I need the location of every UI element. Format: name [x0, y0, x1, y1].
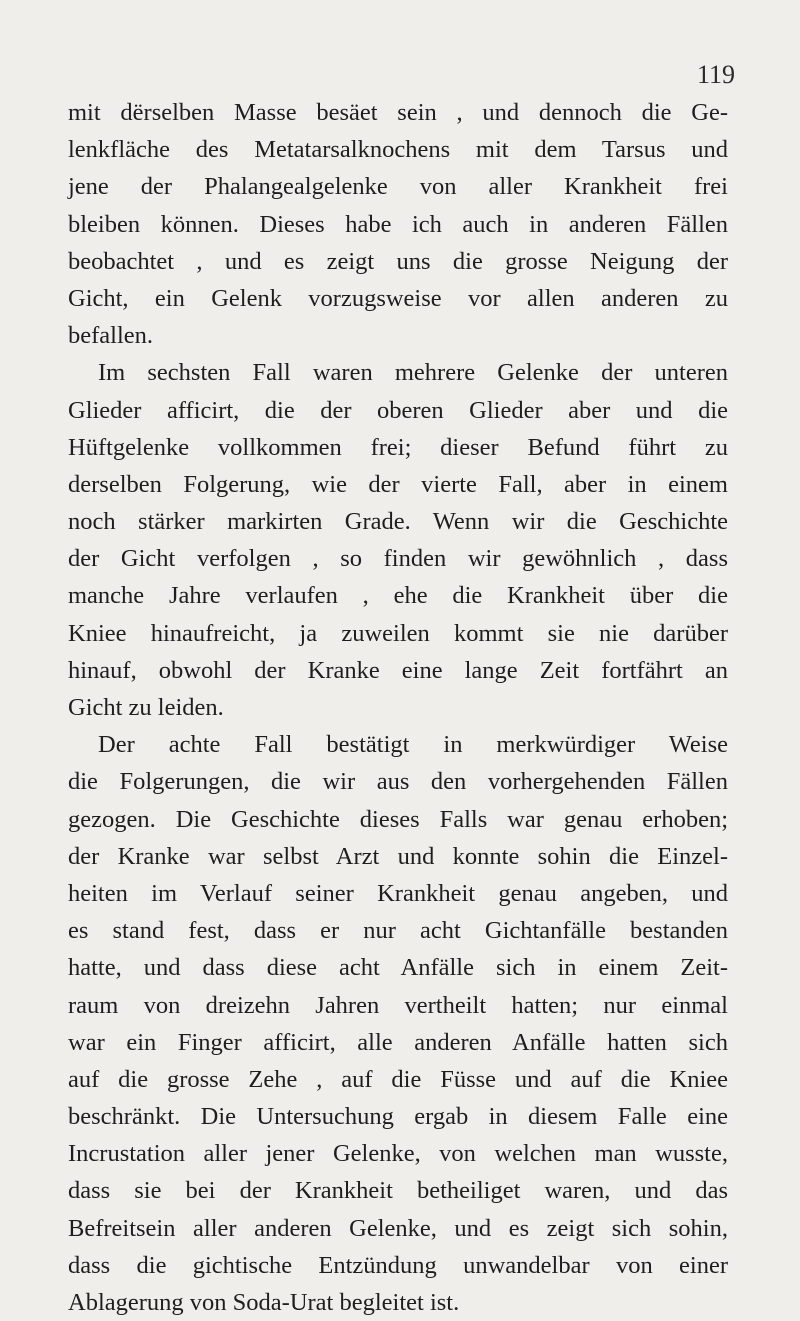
text-line: die Folgerungen, die wir aus den vorhergehenden Fällen: [68, 768, 728, 796]
text-line: bleiben können. Dieses habe ich auch in anderen Fällen: [68, 210, 728, 238]
text-line: mit dërselben Masse besäet sein , und dennoch die Ge-: [68, 99, 728, 126]
text-line: derselben Folgerung, wie der vierte Fall, aber in einem: [68, 470, 728, 498]
page-number: 119: [696, 60, 735, 89]
text-line: Hüftgelenke vollkommen frei; dieser Befund führt zu: [68, 433, 728, 461]
text-line: Incrustation aller jener Gelenke, von welchen man wusste,: [68, 1140, 728, 1168]
text-line: hinauf, obwohl der Kranke eine lange Zeit fortfährt an: [68, 656, 728, 684]
text-line: befallen.: [68, 322, 154, 350]
text-line: dass die gichtische Entzündung unwandelbar von einer: [68, 1251, 728, 1279]
text-line: hatte, und dass diese acht Anfälle sich in einem Zeit-: [68, 954, 728, 982]
text-line: dass sie bei der Krankheit betheiliget waren, und das: [68, 1177, 728, 1205]
body-text: [68, 94, 728, 1321]
text-line: lenkfläche des Metatarsalknochens mit dem Tarsus und: [68, 136, 728, 164]
text-line: Gicht zu leiden.: [68, 694, 224, 721]
text-line: Im sechsten Fall waren mehrere Gelenke der unteren: [98, 359, 728, 387]
text-line: raum von dreizehn Jahren vertheilt hatten; nur einmal: [68, 991, 728, 1019]
text-line: es stand fest, dass er nur acht Gichtanfälle bestanden: [68, 917, 728, 945]
text-line: gezogen. Die Geschichte dieses Falls war genau erhoben;: [68, 805, 728, 833]
text-line: beobachtet , und es zeigt uns die grosse Neigung der: [68, 247, 728, 275]
text-line: noch stärker markirten Grade. Wenn wir die Geschichte: [68, 508, 728, 536]
text-line: jene der Phalangealgelenke von aller Krankheit frei: [68, 173, 728, 201]
text-line: manche Jahre verlaufen , ehe die Krankheit über die: [68, 582, 728, 610]
text-line: Glieder afficirt, die der oberen Glieder aber und die: [68, 396, 728, 424]
text-line: Gicht, ein Gelenk vorzugsweise vor allen anderen zu: [68, 284, 728, 312]
text-line: war ein Finger afficirt, alle anderen Anfälle hatten sich: [68, 1028, 728, 1056]
text-line: der Kranke war selbst Arzt und konnte sohin die Einzel-: [68, 842, 728, 870]
text-line: auf die grosse Zehe , auf die Füsse und auf die Kniee: [68, 1065, 728, 1093]
text-line: Befreitsein aller anderen Gelenke, und es zeigt sich sohin,: [68, 1214, 728, 1242]
text-line: Kniee hinaufreicht, ja zuweilen kommt sie nie darüber: [68, 619, 728, 647]
text-line: der Gicht verfolgen , so finden wir gewöhnlich , dass: [68, 545, 728, 573]
text-line: Ablagerung von Soda-Urat begleitet ist.: [68, 1289, 460, 1316]
text-line: heiten im Verlauf seiner Krankheit genau angeben, und: [68, 879, 728, 907]
text-line: beschränkt. Die Untersuchung ergab in diesem Falle eine: [68, 1103, 728, 1131]
text-line: Der achte Fall bestätigt in merkwürdiger Weise: [98, 731, 728, 759]
